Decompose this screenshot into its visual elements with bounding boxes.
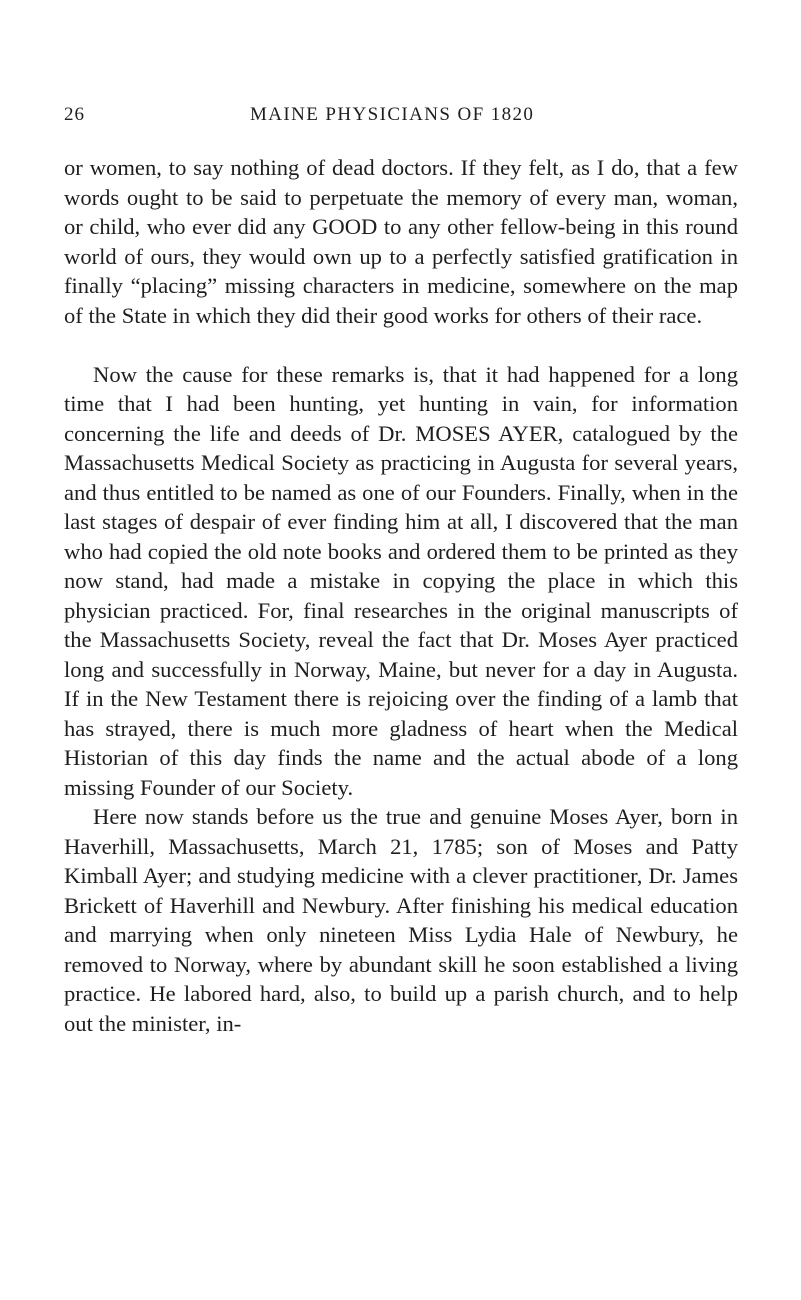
- body-text: [64, 153, 738, 1038]
- paragraph-continued: or women, to say nothing of dead doctors. If they felt, as I do, that a few words ought to be said to perpetuate the memory of every man, woman, or child, who ever did any GOOD to any other fellow-being in this round world of ours, they would own up to a perfectly satisfied gratification in finally “placing” missing characters in medicine, somewhere on the map of the State in which they did their good works for others of their race.: [64, 155, 738, 328]
- paragraph-moses-ayer-biography: Here now stands before us the true and genuine Moses Ayer, born in Haverhill, Massachusetts, March 21, 1785; son of Moses and Patty Kimball Ayer; and studying medicine with a clever practitioner, Dr. James Brickett of Haverhill and Newbury. After finishing his medical education and marrying when only nineteen Miss Lydia Hale of Newbury, he removed to Norway, where by abundant skill he soon established a living practice. He labored hard, also, to build up a parish church, and to help out the minister, in-: [64, 804, 738, 1036]
- page-number: 26: [64, 104, 85, 125]
- running-title: MAINE PHYSICIANS OF 1820: [250, 104, 535, 125]
- running-head: [64, 104, 739, 134]
- paragraph-moses-ayer-search: Now the cause for these remarks is, that it had happened for a long time that I had been hunting, yet hunting in vain, for information concerning the life and deeds of Dr. MOSES AYER, catalogued by the Massachusetts Medical Society as practicing in Augusta for several years, and thus entitled to be named as one of our Founders. Finally, when in the last stages of despair of ever finding him at all, I discovered that the man who had copied the old note books and ordered them to be printed as they now stand, had made a mistake in copying the place in which this physician practiced. For, final researches in the original manuscripts of the Massachusetts Society, reveal the fact that Dr. Moses Ayer practiced long and successfully in Norway, Maine, but never for a day in Augusta. If in the New Testament there is rejoicing over the finding of a lamb that has strayed, there is much more gladness of heart when the Medical Historian of this day finds the name and the actual abode of a long missing Founder of our Society.: [64, 361, 738, 800]
